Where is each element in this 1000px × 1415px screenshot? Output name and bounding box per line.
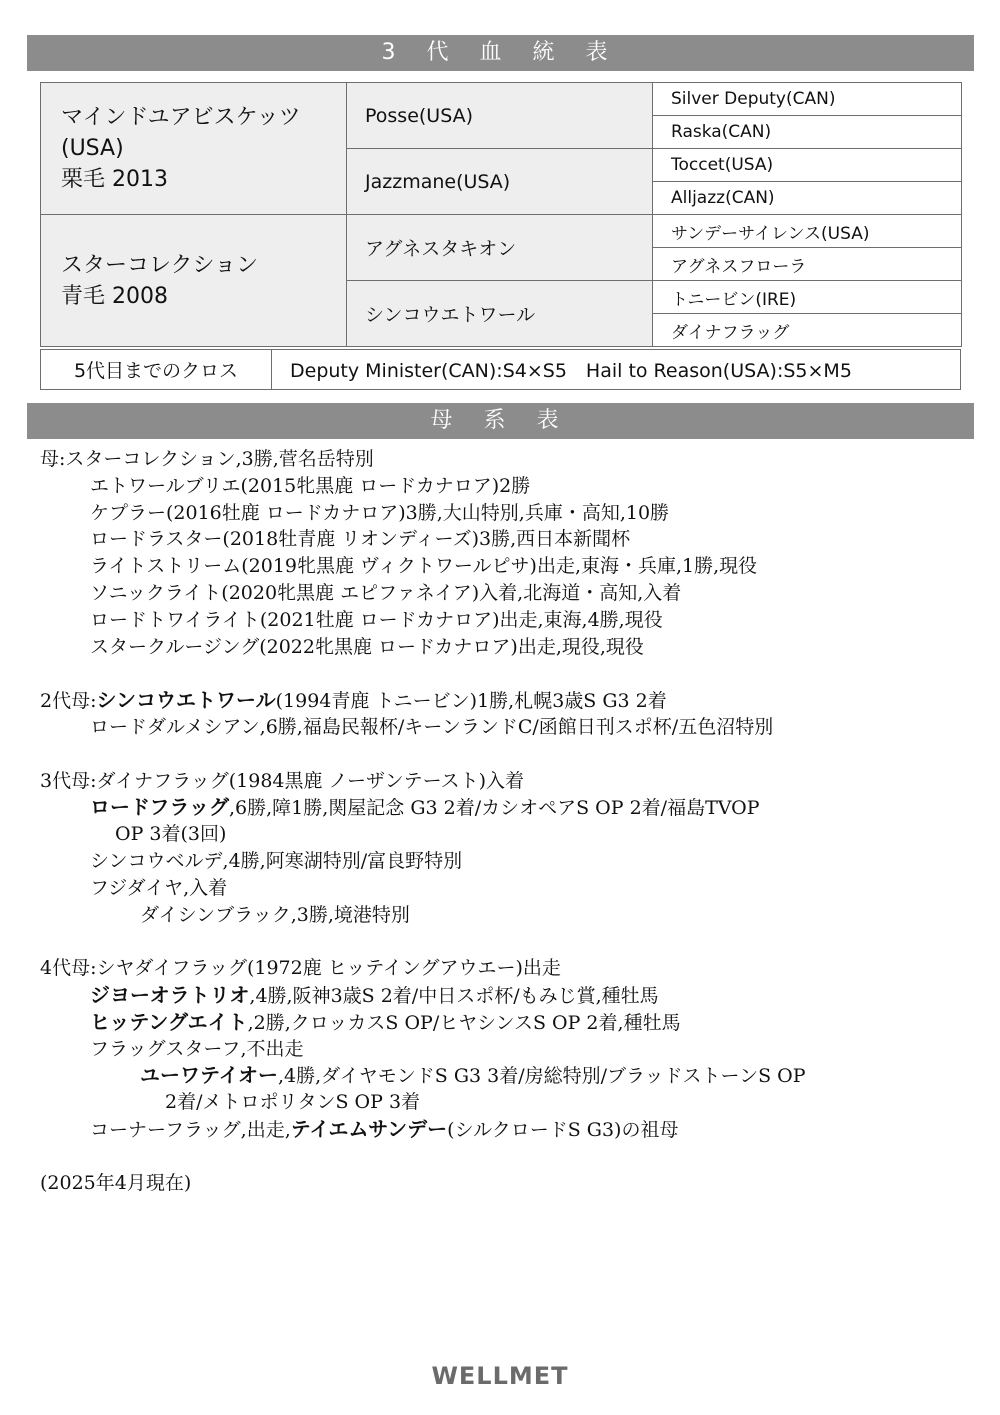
sire-coat-year: 栗毛 2013 <box>61 167 168 192</box>
sire-name: マインドユアビスケッツ <box>61 105 301 130</box>
list-item: ダイシンブラック,3勝,境港特別 <box>140 903 410 926</box>
table-row <box>41 350 961 390</box>
corner-name: テイエムサンデー <box>290 1116 448 1141</box>
corner-rest: (シルクロードS G3)の祖母 <box>447 1118 679 1141</box>
jo-rest: ,4勝,阪神3歳S 2着/中日スポ杯/もみじ賞,種牡馬 <box>249 984 659 1007</box>
dam-dam-dam-cell: ダイナフラッグ <box>653 314 962 347</box>
second-dam-name: シンコウエトワール <box>96 688 276 713</box>
pedigree-title-band <box>27 35 974 71</box>
table-row <box>41 83 962 116</box>
list-item: フジダイヤ,入着 <box>90 876 228 899</box>
list-item: ロードラスター(2018牡青鹿 リオンディーズ)3勝,西日本新聞杯 <box>90 528 631 551</box>
third-dam-line: 3代母:ダイナフラッグ(1984黒鹿 ノーザンテースト)入着 <box>40 769 525 792</box>
sire-dam-dam-cell: Alljazz(CAN) <box>653 182 962 215</box>
as-of-note: (2025年4月現在) <box>40 1171 192 1194</box>
list-item: ロードダルメシアン,6勝,福島民報杯/キーンランドC/函館日刊スポ杯/五色沼特別 <box>90 715 774 738</box>
list-item <box>40 982 980 1009</box>
family-list <box>40 446 980 1196</box>
list-item: ライトストリーム(2019牝黒鹿 ヴィクトワールピサ)出走,東海・兵庫,1勝,現役 <box>90 555 758 578</box>
dam-sire-dam-cell: アグネスフローラ <box>653 248 962 281</box>
list-item: フラッグスターフ,不出走 <box>90 1037 304 1060</box>
dam-sire-sire-cell: サンデーサイレンス(USA) <box>653 215 962 248</box>
list-item-cont: OP 3着(3回) <box>115 823 227 846</box>
table-row <box>41 215 962 248</box>
yu-rest: ,4勝,ダイヤモンドS G3 3着/房総特別/ブラッドストーンS OP <box>278 1065 806 1088</box>
dam-line: 母:スターコレクション,3勝,菅名岳特別 <box>40 448 374 470</box>
list-item: スタークルージング(2022牝黒鹿 ロードカナロア)出走,現役,現役 <box>90 635 644 658</box>
dam-sire-cell: アグネスタキオン <box>347 215 653 281</box>
sire-cell <box>41 83 347 215</box>
pedigree-table <box>40 82 962 347</box>
jo-name: ジヨーオラトリオ <box>90 982 250 1007</box>
dam-name: スターコレクション <box>61 252 259 278</box>
cross-label: 5代目までのクロス <box>41 350 272 390</box>
sire-dam-cell: Jazzmane(USA) <box>347 149 653 215</box>
corner-pre: コーナーフラッグ,出走, <box>90 1118 291 1141</box>
list-item: エトワールブリエ(2015牝黒鹿 ロードカナロア)2勝 <box>90 474 531 497</box>
list-item: シンコウベルデ,4勝,阿寒湖特別/富良野特別 <box>90 849 463 872</box>
family-title: 母 系 表 <box>430 408 571 433</box>
sire-sire-cell: Posse(USA) <box>347 83 653 149</box>
fourth-dam-line: 4代母:シヤダイフラッグ(1972鹿 ヒッテイングアウエー)出走 <box>40 957 561 980</box>
dam-dam-cell: シンコウエトワール <box>347 281 653 347</box>
list-item: ソニックライト(2020牝黒鹿 エピファネイア)入着,北海道・高知,入着 <box>90 581 682 604</box>
dam-dam-sire-cell: トニービン(IRE) <box>653 281 962 314</box>
sire-sire-dam-cell: Raska(CAN) <box>653 116 962 149</box>
sire-sire-sire-cell: Silver Deputy(CAN) <box>653 83 962 116</box>
sire-dam-sire-cell: Toccet(USA) <box>653 149 962 182</box>
cross-value: Deputy Minister(CAN):S4×S5 Hail to Reason(USA):S5×M5 <box>272 350 961 390</box>
brand-logo: WELLMET <box>431 1362 569 1390</box>
family-title-band <box>27 403 974 439</box>
list-item <box>40 1009 980 1036</box>
list-item <box>40 794 980 821</box>
hit-name: ヒッテングエイト <box>90 1009 248 1034</box>
yu-name: ユーワテイオー <box>140 1063 278 1088</box>
rodo-flag-name: ロードフラッグ <box>90 795 229 820</box>
dam-coat-year: 青毛 2008 <box>61 283 168 309</box>
second-dam-prefix: 2代母: <box>40 690 97 713</box>
list-item-cont: 2着/メトロポリタンS OP 3着 <box>165 1091 421 1114</box>
second-dam-rest: (1994青鹿 トニービン)1勝,札幌3歳S G3 2着 <box>275 690 667 713</box>
list-item <box>40 1116 980 1143</box>
dam-cell <box>41 215 347 347</box>
list-item: ケプラー(2016牡鹿 ロードカナロア)3勝,大山特別,兵庫・高知,10勝 <box>90 501 670 524</box>
second-dam-line <box>40 687 980 714</box>
list-item <box>40 1062 980 1089</box>
hit-rest: ,2勝,クロッカスS OP/ヒヤシンスS OP 2着,種牡馬 <box>247 1011 681 1034</box>
cross-table <box>40 349 961 390</box>
rodo-flag-rest: ,6勝,障1勝,関屋記念 G3 2着/カシオペアS OP 2着/福島TVOP <box>229 797 760 820</box>
sire-origin: (USA) <box>61 136 124 161</box>
list-item: ロードトワイライト(2021牡鹿 ロードカナロア)出走,東海,4勝,現役 <box>90 608 663 631</box>
pedigree-title: 3 代 血 統 表 <box>381 40 620 65</box>
